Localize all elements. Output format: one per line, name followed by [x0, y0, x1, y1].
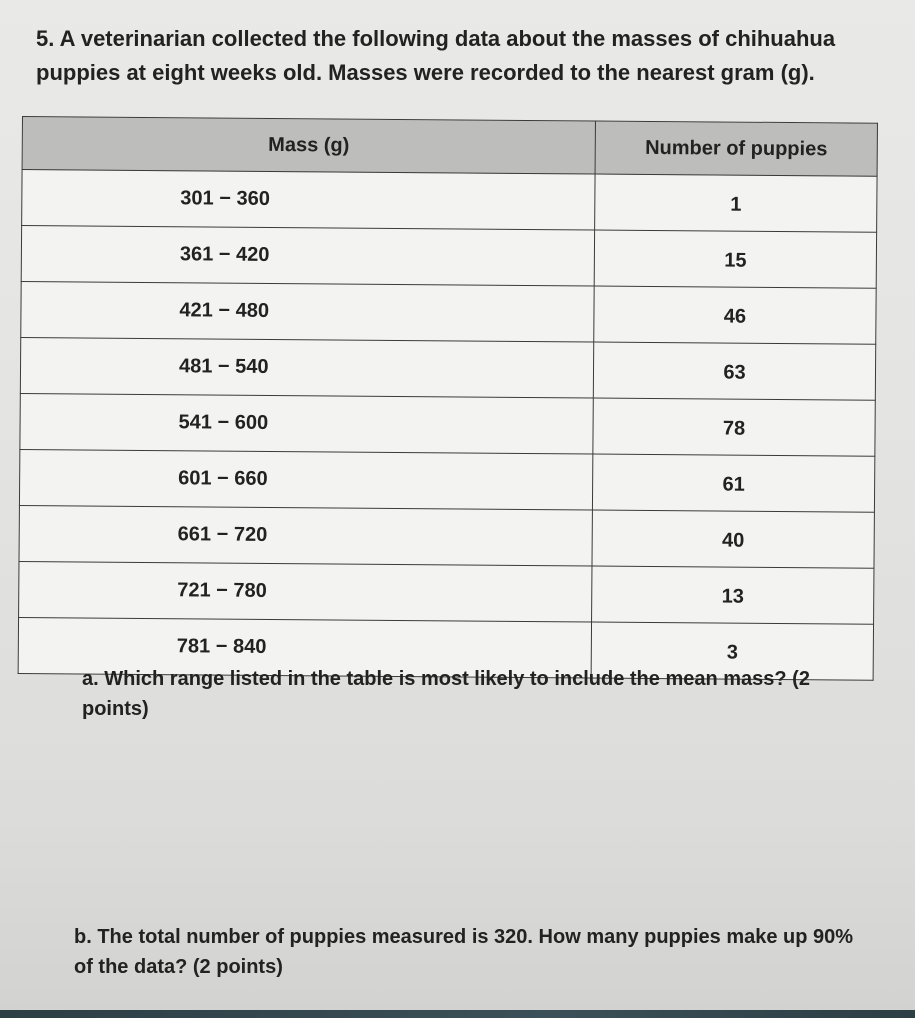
table-row — [21, 281, 876, 344]
question-part-a: a. Which range listed in the table is most likely to include the mean mass? (2 points) — [82, 668, 810, 720]
puppy-count-cell: 78 — [593, 398, 875, 456]
table-row — [22, 170, 877, 233]
table-row — [19, 505, 874, 568]
puppy-count-cell: 3 — [591, 622, 873, 680]
table-row — [20, 393, 875, 456]
puppy-count-cell: 1 — [595, 174, 877, 232]
table-row — [20, 337, 875, 400]
mass-range-cell: 361 − 420 — [21, 226, 594, 286]
question-header: 5. A veterinarian collected the following data about the masses of chihuahua puppies at eight weeks old. Masses were recorded to the nearest gram (g). — [36, 26, 836, 85]
table-row — [19, 449, 874, 512]
header-number-of-puppies: Number of puppies — [595, 121, 877, 176]
table-header-row — [22, 117, 877, 177]
puppy-count-cell: 63 — [593, 342, 875, 400]
mass-range-cell: 721 − 780 — [19, 561, 592, 621]
table-row — [21, 226, 876, 289]
mass-range-cell: 421 − 480 — [21, 281, 594, 341]
puppy-count-cell: 13 — [592, 566, 874, 624]
mass-range-cell: 301 − 360 — [22, 170, 595, 230]
mass-range-cell: 601 − 660 — [19, 449, 592, 509]
header-mass: Mass (g) — [22, 117, 595, 174]
question-part-b: b. The total number of puppies measured is 320. How many puppies make up 90% of the data? (2 points) — [74, 926, 854, 978]
puppy-count-cell: 15 — [594, 230, 876, 288]
puppy-count-cell: 46 — [594, 286, 876, 344]
mass-range-cell: 481 − 540 — [20, 337, 593, 397]
mass-range-cell: 541 − 600 — [20, 393, 593, 453]
mass-range-cell: 661 − 720 — [19, 505, 592, 565]
table-row — [19, 561, 874, 624]
photo-bottom-edge — [0, 1010, 915, 1018]
mass-data-table — [18, 116, 878, 681]
mass-range-cell: 781 − 840 — [18, 617, 591, 677]
puppy-count-cell: 61 — [592, 454, 874, 512]
puppy-count-cell: 40 — [592, 510, 874, 568]
